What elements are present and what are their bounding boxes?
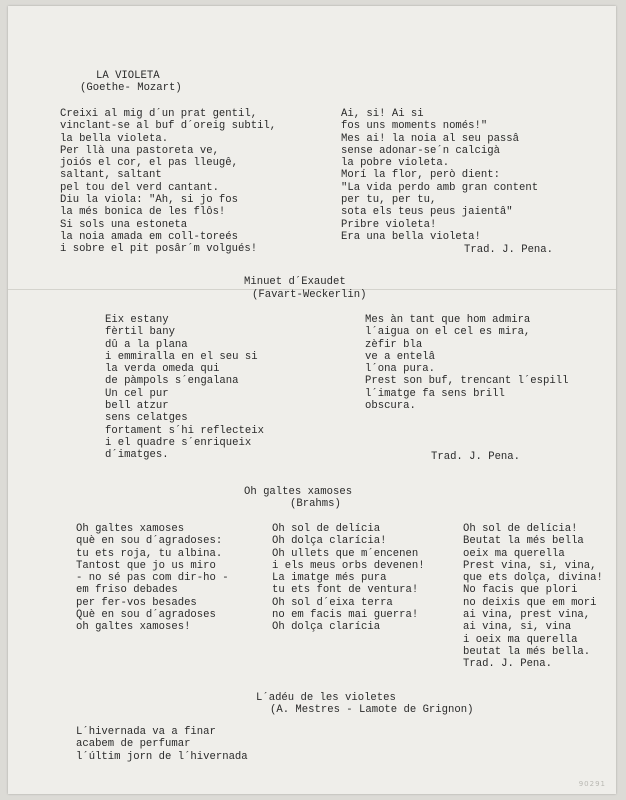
song1-subtitle: (Goethe- Mozart) [80, 82, 182, 94]
verse-line: l´aigua on el cel es mira, [365, 326, 531, 339]
verse-line: vinclant-se al buf d´oreig subtil, [60, 120, 277, 133]
verse-line: la pobre violeta. [341, 157, 450, 170]
verse-line: Diu la viola: "Ah, si jo fos [60, 194, 239, 207]
verse-line: Oh sol de delícia! [463, 523, 578, 535]
verse-line: tu ets font de ventura! [272, 584, 419, 597]
verse-line: fortament s´hi reflecteix [105, 424, 264, 437]
verse-line: beutat la més bella. [463, 645, 591, 658]
verse-line: saltant, saltant [60, 169, 162, 182]
verse-line: ve a entelâ [365, 350, 435, 363]
verse-line: Pribre violeta! [341, 218, 437, 231]
verse-line: Un cel pur [105, 387, 169, 400]
verse-line: per fer-vos besades [76, 596, 197, 609]
verse-line: Oh galtes xamoses [76, 523, 185, 535]
verse-line: Mes ai! la noia al seu passâ [341, 132, 520, 145]
verse-line: fèrtil bany [105, 326, 175, 339]
verse-line: la bella violeta. [60, 132, 169, 145]
verse-line: "La vida perdo amb gran content [341, 181, 539, 194]
verse-line: fos uns moments només!" [341, 120, 488, 133]
song2-title: Minuet d´Exaudet [244, 276, 346, 288]
verse-line: Morí la flor, però dient: [341, 169, 500, 182]
verse-line: la més bonica de les flôs! [60, 206, 226, 219]
verse-line: l´últim jorn de l´hivernada [76, 750, 248, 763]
verse-line: Prest vina, si, vina, [463, 559, 597, 572]
song1-column-2 [341, 108, 538, 243]
verse-line: Oh ullets que m´encenen [272, 547, 419, 560]
verse-line: sens celatges [105, 412, 188, 425]
verse-line: no em facis mai guerra! [272, 609, 419, 622]
verse-line: i oeix ma querella [463, 633, 578, 646]
verse-line: oeix ma querella [463, 547, 565, 560]
verse-line: ai vina, si, vina [463, 621, 572, 634]
song1-column-1 [60, 108, 276, 256]
archive-stamp: 90291 [578, 780, 606, 788]
verse-line: Oh dolça clarícia [272, 621, 381, 634]
song4-column-1 [76, 726, 248, 763]
document-page [8, 6, 616, 794]
verse-line: no deixis que em mori [463, 596, 597, 609]
song1-credit: Trad. J. Pena. [464, 244, 554, 256]
verse-line: la noia amada em coll-toreés [60, 230, 239, 243]
song2-credit: Trad. J. Pena. [431, 451, 521, 463]
song2-column-1 [105, 314, 264, 462]
song3-column-2 [272, 523, 425, 634]
verse-line: Per llà una pastoreta ve, [60, 144, 219, 157]
verse-line: d´imatges. [105, 449, 169, 462]
verse-line: que ets dolça, divina! [463, 572, 603, 585]
song1-title: LA VIOLETA [96, 70, 160, 82]
verse-line: Prest son buf, trencant l´espill [365, 375, 569, 388]
verse-line: Oh sol de delícia [272, 523, 381, 535]
verse-line: acabem de perfumar [76, 738, 191, 751]
verse-line: tu ets roja, tu albina. [76, 547, 223, 560]
verse-line: Què en sou d´agradoses [76, 609, 216, 622]
verse-line: de pàmpols s´engalana [105, 375, 239, 388]
verse-line: oh galtes xamoses! [76, 621, 191, 634]
verse-line: i els meus orbs devenen! [272, 559, 425, 572]
verse-line: Beutat la més bella [463, 535, 584, 548]
song2-column-2 [365, 314, 568, 412]
verse-line: Creixi al mig d´un prat gentil, [60, 108, 258, 120]
verse-line: zèfir bla [365, 338, 423, 351]
verse-line: Trad. J. Pena. [463, 658, 553, 671]
verse-line: joiós el cor, el pas lleugê, [60, 157, 239, 170]
verse-line: i emmiralla en el seu si [105, 350, 258, 363]
verse-line: Si sols una estoneta [60, 218, 188, 231]
verse-line: Oh sol d´eixa terra [272, 596, 393, 609]
verse-line: l´imatge fa sens brill [365, 387, 505, 400]
song3-column-1 [76, 523, 229, 634]
verse-line: per tu, per tu, [341, 194, 437, 207]
verse-line: Ai, si! Ai si [341, 108, 424, 120]
verse-line: sense adonar-se´n calcigà [341, 144, 500, 157]
verse-line: - no sé pas com dir-ho - [76, 572, 229, 585]
verse-line: em friso debades [76, 584, 178, 597]
verse-line: bell atzur [105, 400, 169, 413]
verse-line: dû a la plana [105, 338, 188, 351]
verse-line: i sobre el pit posâr´m volgués! [60, 243, 258, 256]
verse-line: Eix estany [105, 314, 169, 326]
verse-line: Oh dolça clarícia! [272, 535, 387, 548]
verse-line: pel tou del verd cantant. [60, 181, 219, 194]
verse-line: La imatge més pura [272, 572, 387, 585]
verse-line: l´ona pura. [365, 363, 435, 376]
song3-title: Oh galtes xamoses [244, 486, 353, 498]
verse-line: obscura. [365, 400, 416, 413]
verse-line: què en sou d´agradoses: [76, 535, 223, 548]
song4-title: L´adéu de les violetes [256, 692, 396, 704]
verse-line: sota els teus peus jaientâ" [341, 206, 513, 219]
verse-line: i el quadre s´enriqueix [105, 436, 252, 449]
verse-line: Mes àn tant que hom admira [365, 314, 531, 326]
verse-line: No facis que plori [463, 584, 578, 597]
verse-line: Era una bella violeta! [341, 230, 481, 243]
song3-column-3 [463, 523, 603, 671]
verse-line: L´hivernada va a finar [76, 726, 216, 738]
verse-line: la verda omeda qui [105, 363, 220, 376]
verse-line: ai vina, prest vina, [463, 609, 591, 622]
verse-line: Tantost que jo us miro [76, 559, 216, 572]
song4-subtitle: (A. Mestres - Lamote de Grignon) [270, 704, 474, 716]
song3-subtitle: (Brahms) [290, 498, 341, 510]
song2-subtitle: (Favart-Weckerlin) [252, 289, 367, 301]
